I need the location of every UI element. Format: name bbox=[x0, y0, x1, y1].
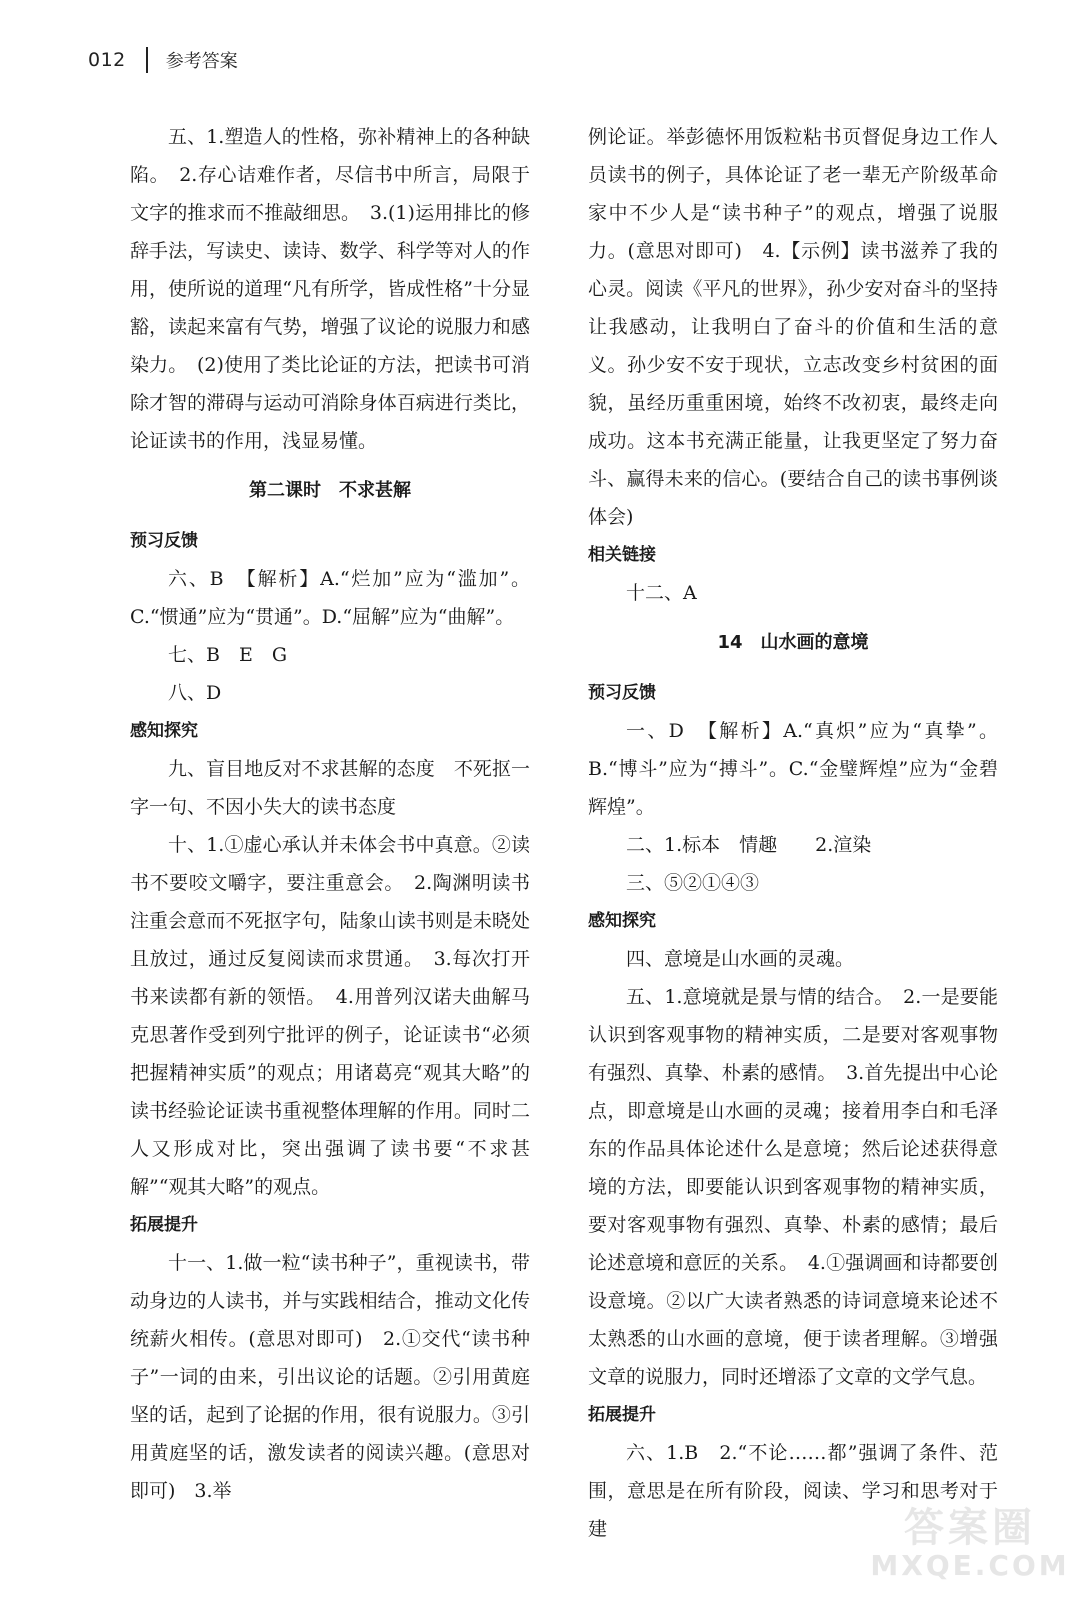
section-heading: 拓展提升 bbox=[130, 1215, 198, 1235]
answer-paragraph: 二、1.标本 情趣 2.渲染 bbox=[626, 834, 872, 856]
answer-paragraph: 五、1.意境就是景与情的结合。 2.一是要能认识到客观事物的精神实质，二是要对客观事物有强烈、真挚、朴素的感情。 3.首先提出中心论点，即意境是山水画的灵魂；接着用李白和毛泽东的作品具体论述什么是意境；然后论述获得意境的方法，即要能认识到客观事物的精神实质，要对客观事物有强烈、真挚、朴素的感情；最后论述意境和意匠的关系。 4.①强调画和诗都要创设意境。②以广大读者熟悉的诗词意境来论述不太熟悉的山水画的意境，便于读者理解。③增强文章的说服力，同时还增添了文章的文学气息。 bbox=[588, 986, 998, 1388]
lesson-title: 第二课时 不求甚解 bbox=[249, 480, 411, 501]
answer-paragraph: 六、B 【解析】A.“烂加”应为“滥加”。C.“惯通”应为“贯通”。D.“屈解”应为“曲解”。 bbox=[130, 568, 530, 628]
page-number: 012 bbox=[88, 49, 126, 71]
section-heading: 拓展提升 bbox=[588, 1405, 656, 1425]
answer-paragraph: 一、D 【解析】A.“真炽”应为“真挚”。B.“博斗”应为“搏斗”。C.“金璧辉煌”应为“金碧辉煌”。 bbox=[588, 720, 998, 818]
right-column bbox=[588, 118, 998, 1548]
section-heading: 感知探究 bbox=[130, 721, 198, 741]
section-heading: 预习反馈 bbox=[588, 683, 656, 703]
watermark-text: 答案圈 bbox=[904, 1505, 1036, 1551]
section-heading: 相关链接 bbox=[588, 545, 656, 565]
header-title: 参考答案 bbox=[165, 51, 238, 72]
answer-paragraph: 例论证。举彭德怀用饭粒粘书页督促身边工作人员读书的例子，具体论证了老一辈无产阶级革命家中不少人是“读书种子”的观点，增强了说服力。(意思对即可) 4.【示例】读书滋养了我的心灵。阅读《平凡的世界》，孙少安对奋斗的坚持让我感动，让我明白了奋斗的价值和生活的意义。孙少安不安于现状，立志改变乡村贫困的面貌，虽经历重重困境，始终不改初衷，最终走向成功。这本书充满正能量，让我更坚定了努力奋斗、赢得未来的信心。(要结合自己的读书事例谈体会) bbox=[588, 126, 998, 528]
section-heading: 预习反馈 bbox=[130, 531, 198, 551]
watermark-domain: MXQE.COM bbox=[870, 1549, 1070, 1582]
answer-paragraph: 十二、A bbox=[626, 582, 697, 604]
answer-paragraph: 六、1.B 2.“不论……都”强调了条件、范围，意思是在所有阶段，阅读、学习和思考对于建 bbox=[588, 1442, 998, 1540]
answer-paragraph: 十、1.①虚心承认并未体会书中真意。②读书不要咬文嚼字，要注重意会。 2.陶渊明读书注重会意而不死抠字句，陆象山读书则是未晓处且放过，通过反复阅读而求贯通。 3.每次打开书来读都有新的领悟。 4.用普列汉诺夫曲解马克思著作受到列宁批评的例子，论证读书“必须把握精神实质”的观点；用诸葛亮“观其大略”的读书经验论证读书重视整体理解的作用。同时二人又形成对比，突出强调了读书要“不求甚解”“观其大略”的观点。 bbox=[130, 834, 530, 1198]
answer-paragraph: 三、⑤②①④③ bbox=[626, 872, 760, 894]
answer-paragraph: 七、B E G bbox=[168, 644, 288, 666]
answer-paragraph: 五、1.塑造人的性格，弥补精神上的各种缺陷。 2.存心诘难作者，尽信书中所言，局限于文字的推求而不推敲细思。 3.(1)运用排比的修辞手法，写读史、读诗、数学、科学等对人的作用，使所说的道理“凡有所学，皆成性格”十分显豁，读起来富有气势，增强了议论的说服力和感染力。 (2)使用了类比论证的方法，把读书可消除才智的滞碍与运动可消除身体百病进行类比，论证读书的作用，浅显易懂。 bbox=[130, 126, 530, 452]
answer-paragraph: 九、盲目地反对不求甚解的态度 不死抠一字一句、不因小失大的读书态度 bbox=[130, 758, 530, 818]
answer-paragraph: 八、D bbox=[168, 682, 222, 704]
section-heading: 感知探究 bbox=[588, 911, 656, 931]
answer-paragraph: 十一、1.做一粒“读书种子”，重视读书，带动身边的人读书，并与实践相结合，推动文化传统薪火相传。(意思对即可) 2.①交代“读书种子”一词的由来，引出议论的话题。②引用黄庭坚的话，起到了论据的作用，很有说服力。③引用黄庭坚的话，激发读者的阅读兴趣。(意思对即可) 3.举 bbox=[130, 1252, 530, 1502]
header-divider bbox=[146, 47, 148, 73]
page-header bbox=[88, 42, 238, 78]
left-column bbox=[130, 118, 530, 1510]
answer-paragraph: 四、意境是山水画的灵魂。 bbox=[626, 948, 855, 970]
lesson-title: 14 山水画的意境 bbox=[717, 632, 869, 653]
